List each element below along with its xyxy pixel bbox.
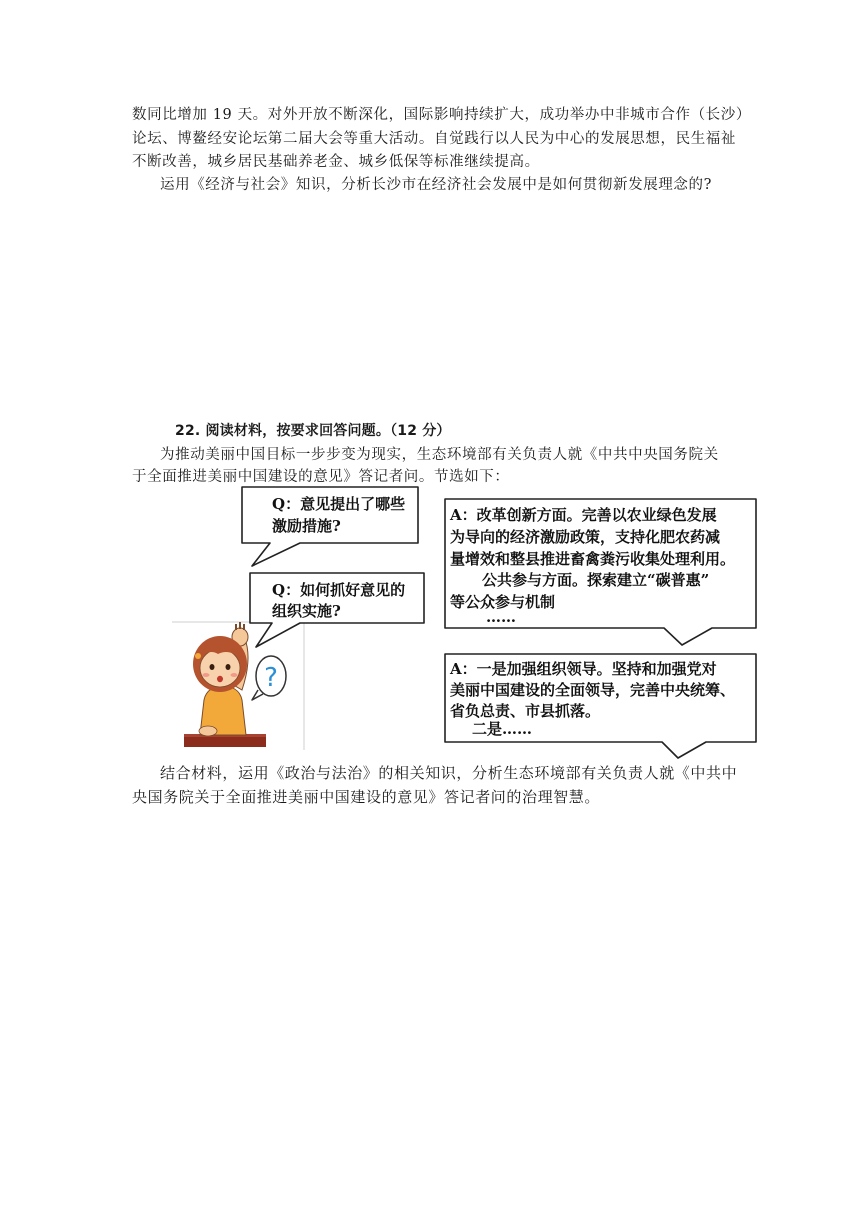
answer-1-line-2: 为导向的经济激励政策，支持化肥农药减 <box>450 528 721 546</box>
intro-line-1: 为推动美丽中国目标一步步变为现实，生态环境部有关负责人就《中共中央国务院关 <box>160 447 719 463</box>
final-question-line-2: 央国务院关于全面推进美丽中国建设的意见》答记者问的治理智慧。 <box>132 790 601 806</box>
answer-1-line-6: …… <box>486 608 516 626</box>
question-mark-icon: ? <box>264 663 278 693</box>
body-text-line-1: 数同比增加 19 天。对外开放不断深化，国际影响持续扩大，成功举办中非城市合作（长沙） <box>132 107 751 123</box>
question-1-line-1: Q：意见提出了哪些 <box>272 495 406 513</box>
question-1-line-2: 激励措施? <box>272 517 341 535</box>
answer-2-line-1: A：一是加强组织领导。坚持和加强党对 <box>450 660 717 678</box>
body-text-line-3: 不断改善，城乡居民基础养老金、城乡低保等标准继续提高。 <box>132 154 540 170</box>
answer-1-line-4: 公共参与方面。探索建立“碳普惠” <box>482 571 710 589</box>
answer-1-line-5: 等公众参与机制 <box>450 593 556 611</box>
final-question-line-1: 结合材料，运用《政治与法治》的相关知识，分析生态环境部有关负责人就《中共中 <box>160 766 738 782</box>
answer-2-line-3: 省负总责、市县抓落。 <box>450 702 601 720</box>
answer-1-line-1: A：改革创新方面。完善以农业绿色发展 <box>450 506 717 524</box>
intro-line-2: 于全面推进美丽中国建设的意见》答记者问。节选如下： <box>132 469 510 485</box>
question-2-line-1: Q：如何抓好意见的 <box>272 581 406 599</box>
body-text-line-2: 论坛、博鳌经安论坛第二届大会等重大活动。自觉践行以人民为中心的发展思想，民生福祉 <box>132 131 736 147</box>
question-text: 运用《经济与社会》知识，分析长沙市在经济社会发展中是如何贯彻新发展理念的? <box>160 177 712 193</box>
question-2-line-2: 组织实施? <box>272 602 341 620</box>
answer-2-line-4: 二是…… <box>472 720 533 738</box>
question-heading: 22. 阅读材料，按要求回答问题。（12 分） <box>175 423 451 439</box>
student-cartoon <box>184 622 266 747</box>
answer-1-line-3: 量增效和整县推进畜禽粪污收集处理利用。 <box>450 550 736 568</box>
answer-2-line-2: 美丽中国建设的全面领导，完善中央统筹、 <box>450 681 736 699</box>
